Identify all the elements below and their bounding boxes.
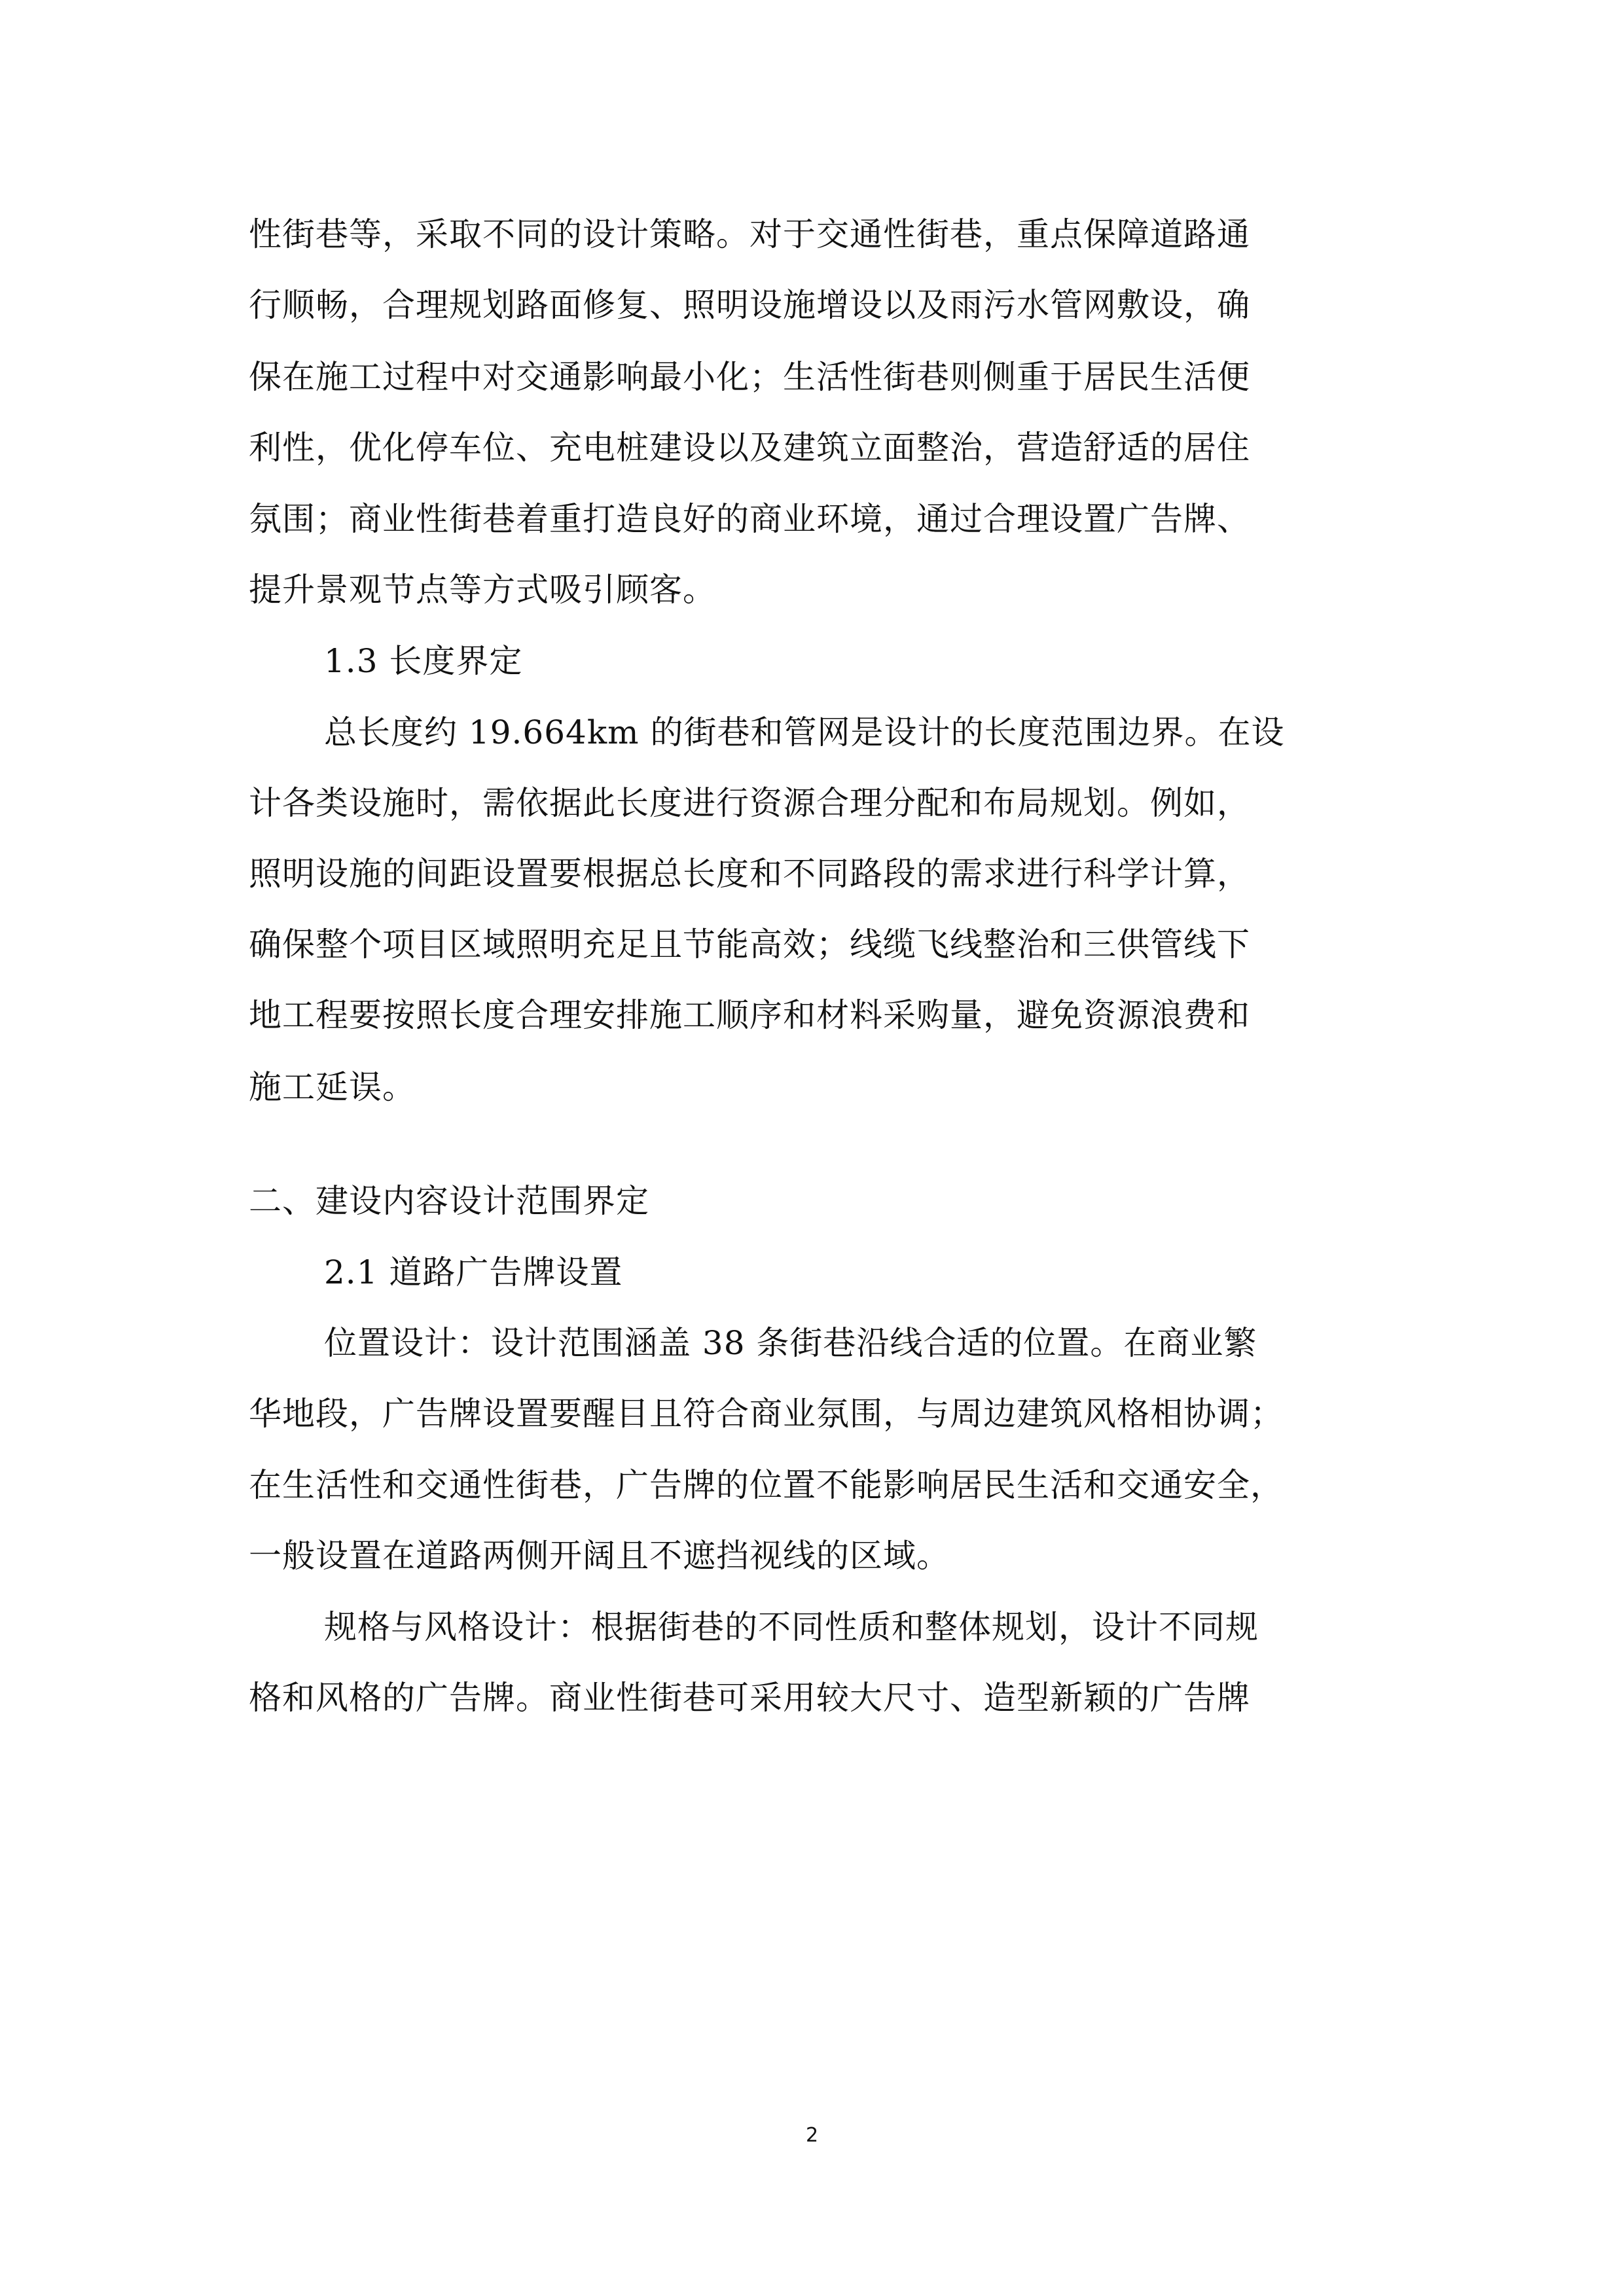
page-number: 2: [805, 2124, 819, 2147]
paragraph-line: 规格与风格设计：根据街巷的不同性质和整体规划，设计不同规: [324, 1608, 1259, 1646]
paragraph-line: 一般设置在道路两侧开阔且不遮挡视线的区域。: [249, 1537, 950, 1575]
paragraph-line: 利性，优化停车位、充电桩建设以及建筑立面整治，营造舒适的居住: [249, 429, 1250, 467]
section-heading-1-3: 1.3 长度界定: [324, 642, 523, 680]
paragraph-line: 位置设计：设计范围涵盖 38 条街巷沿线合适的位置。在商业繁: [324, 1324, 1257, 1362]
paragraph-line: 确保整个项目区域照明充足且节能高效；线缆飞线整治和三供管线下: [249, 925, 1250, 963]
paragraph-line: 格和风格的广告牌。商业性街巷可采用较大尺寸、造型新颖的广告牌: [249, 1679, 1250, 1717]
paragraph-line: 性街巷等，采取不同的设计策略。对于交通性街巷，重点保障道路通: [249, 215, 1250, 253]
paragraph-line: 照明设施的间距设置要根据总长度和不同路段的需求进行科学计算，: [249, 855, 1250, 893]
paragraph-line: 地工程要按照长度合理安排施工顺序和材料采购量，避免资源浪费和: [249, 996, 1250, 1034]
paragraph-line: 提升景观节点等方式吸引顾客。: [249, 571, 716, 609]
chapter-heading-2: 二、建设内容设计范围界定: [249, 1182, 649, 1220]
paragraph-line: 施工延误。: [249, 1068, 416, 1106]
paragraph-line: 华地段，广告牌设置要醒目且符合商业氛围，与周边建筑风格相协调；: [249, 1395, 1284, 1433]
section-heading-2-1: 2.1 道路广告牌设置: [324, 1253, 623, 1291]
paragraph-line: 计各类设施时，需依据此长度进行资源合理分配和布局规划。例如，: [249, 784, 1250, 822]
paragraph-line: 在生活性和交通性街巷，广告牌的位置不能影响居民生活和交通安全，: [249, 1466, 1284, 1504]
paragraph-line: 总长度约 19.664km 的街巷和管网是设计的长度范围边界。在设: [324, 713, 1285, 751]
paragraph-line: 保在施工过程中对交通影响最小化；生活性街巷则侧重于居民生活便: [249, 358, 1250, 396]
paragraph-line: 行顺畅，合理规划路面修复、照明设施增设以及雨污水管网敷设，确: [249, 286, 1250, 324]
paragraph-line: 氛围；商业性街巷着重打造良好的商业环境，通过合理设置广告牌、: [249, 500, 1250, 538]
